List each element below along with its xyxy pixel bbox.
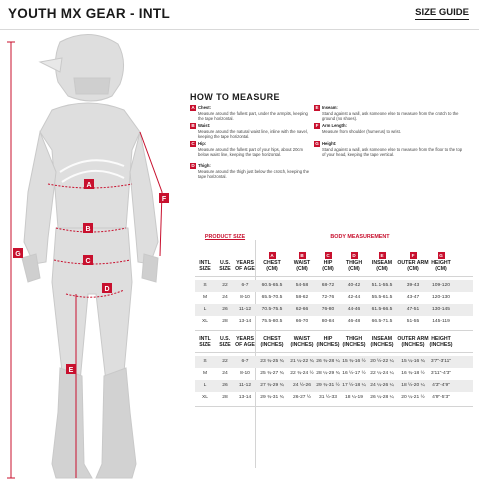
col-unit: (INCHES) [342, 342, 366, 348]
cell: 31 ½-33 [319, 395, 337, 400]
measure-name: Chest: [198, 105, 212, 110]
col-header: INSEAM [371, 335, 393, 342]
cell: M [202, 371, 208, 376]
cell: S [203, 359, 207, 364]
measure-name: Height: [322, 141, 337, 146]
table-row [195, 304, 473, 316]
table-row [195, 292, 473, 304]
col-header: HIP [323, 259, 333, 266]
measure-desc: Stand against a wall, ask someone else to measure from the floor to the top of your head, keeping the tape vertical. [322, 147, 463, 158]
col-unit: (INCHES) [401, 342, 425, 348]
table-row [195, 368, 473, 380]
measure-item-height [314, 141, 464, 158]
measure-item-arm-length [314, 123, 464, 134]
cell: 43-47 [406, 295, 420, 300]
cell: 24 [222, 371, 228, 376]
cell: 44-46 [347, 307, 361, 312]
cell: 58-62 [295, 295, 309, 300]
cell: 66.5-71.5 [371, 319, 393, 324]
cell: 68-72 [321, 283, 335, 288]
cell: 21 ¼-22 ¾ [290, 359, 314, 364]
measure-desc: Measure around the natural waist line, inline with the navel, keeping the tape horizontal. [198, 129, 308, 140]
cell: 6-7 [241, 283, 249, 288]
cell: 120-130 [432, 295, 450, 300]
cell: 29 ¾-31 ¾ [260, 395, 284, 400]
col-header: YEARS OF AGE [235, 259, 255, 272]
cell: 47-51 [406, 307, 420, 312]
cell: S [203, 283, 207, 288]
col-header: WAIST [293, 259, 311, 266]
cell: 15 ¼-16 ¾ [401, 359, 425, 364]
waist-marker-badge: B [191, 123, 195, 128]
how-to-measure-title: HOW TO MEASURE [190, 92, 280, 102]
measure-desc: Measure around the thigh just below the crotch, keeping the tape horizontal. [198, 169, 310, 180]
cm-header-row [195, 250, 473, 274]
cell: 75.5-80.5 [261, 319, 283, 324]
cell: 18 ¼-19 [345, 395, 363, 400]
measure-desc: Measure around the fullest part of your hips, about 20cm below waist line, keeping the tape horizontal. [198, 147, 303, 158]
col-unit: (INCHES) [370, 342, 394, 348]
cell: 60.5-65.5 [261, 283, 283, 288]
svg-text:B: B [85, 226, 91, 233]
measure-item-thigh [190, 163, 310, 180]
cell: 27 ¾-29 ¾ [260, 383, 284, 388]
cell: 13-14 [238, 395, 252, 400]
hip-marker-badge: C [191, 141, 195, 146]
marker-f [159, 193, 169, 203]
cell: L [203, 307, 207, 312]
cell: 8-10 [240, 371, 250, 376]
col-header: U.S. SIZE [219, 335, 231, 348]
col-header: HEIGHT [431, 259, 451, 266]
height-col-marker: G [439, 252, 443, 258]
chest-col-marker: A [270, 252, 274, 258]
measure-desc: Stand against a wall, ask someone else to measure from the crotch to the ground (no shoes). [322, 111, 459, 122]
measure-name: Inseam: [322, 105, 338, 110]
thigh-col-marker: D [352, 252, 356, 258]
cell: 65.5-70.5 [261, 295, 283, 300]
header-divider [0, 29, 479, 30]
arm-marker-badge: F [315, 123, 319, 128]
cell: 70.5-75.5 [261, 307, 283, 312]
cell: 4'9"-5'3" [432, 395, 450, 400]
cell: 51.1-55.5 [371, 283, 393, 288]
marker-e [66, 364, 76, 374]
cell: 80-84 [321, 319, 335, 324]
col-header: THIGH [345, 259, 363, 266]
table-row [195, 380, 473, 392]
cell: 28 [222, 395, 228, 400]
thigh-marker-badge: D [191, 163, 195, 168]
cell: 17 ½-18 ¼ [342, 383, 366, 388]
col-header: INSEAM [371, 259, 393, 266]
col-unit: (INCHES) [290, 342, 314, 348]
cell: 55.5-61.5 [371, 295, 393, 300]
cell: XL [202, 319, 208, 324]
svg-text:C: C [85, 258, 91, 265]
cell: 16 ½-17 ½ [342, 371, 366, 376]
hip-col-marker: C [326, 252, 330, 258]
measure-name: Hip: [198, 141, 207, 146]
col-header: CHEST [263, 259, 281, 266]
measure-item-waist [190, 123, 310, 140]
cell: 39-43 [406, 283, 420, 288]
col-header: THIGH [345, 335, 363, 342]
cell: 26 ¼-28 ¼ [370, 395, 394, 400]
svg-text:D: D [104, 286, 110, 293]
cell: 46-48 [347, 319, 361, 324]
marker-b [83, 223, 93, 233]
measure-name: Waist: [198, 123, 211, 128]
cell: 22 [222, 359, 228, 364]
col-header: OUTER ARM [397, 259, 429, 266]
svg-text:A: A [86, 182, 92, 189]
col-header: INTL SIZE [199, 335, 211, 348]
cell: 22 ¼-24 ¼ [370, 371, 394, 376]
cell: 109-120 [432, 283, 450, 288]
marker-g [13, 248, 23, 258]
height-marker-badge: G [315, 141, 319, 146]
col-unit: (CM) [266, 266, 278, 272]
size-guide-link[interactable]: SIZE GUIDE [415, 7, 469, 18]
table-row [195, 392, 473, 404]
product-size-group-header: PRODUCT SIZE [204, 234, 246, 240]
cell: 18 ½-20 ¼ [401, 383, 425, 388]
col-header: OUTER ARM [397, 335, 429, 342]
cell: 22 [222, 283, 228, 288]
marker-d [102, 283, 112, 293]
inseam-col-marker: E [380, 252, 384, 258]
chest-marker-badge: A [191, 105, 195, 110]
col-header: HEIGHT [431, 335, 451, 342]
cell: 6-7 [241, 359, 249, 364]
cell: 62-66 [295, 307, 309, 312]
svg-text:E: E [68, 367, 74, 374]
cell: 15 ¾-16 ½ [342, 359, 366, 364]
cell: 40-42 [347, 283, 361, 288]
col-unit: (CM) [296, 266, 308, 272]
cell: 54-58 [295, 283, 309, 288]
cell: 29 ¾-31 ½ [316, 383, 340, 388]
cell: 22 ¾-24 ½ [290, 371, 314, 376]
cell: 26 ¾-28 ¼ [316, 359, 340, 364]
measure-item-inseam [314, 105, 464, 122]
col-header: U.S. SIZE [219, 259, 231, 272]
cell: 26-27 ½ [293, 395, 311, 400]
table-bottom-rule [195, 406, 473, 407]
cell: 130-145 [432, 307, 450, 312]
cell: 145-119 [432, 319, 450, 324]
cell: M [202, 295, 208, 300]
col-header: CHEST [263, 335, 281, 342]
page-title: YOUTH MX GEAR - INTL [8, 6, 170, 21]
col-unit: (INCHES) [316, 342, 340, 348]
section-rule [195, 330, 473, 331]
col-unit: (CM) [348, 266, 360, 272]
cell: 4'3"-4'9" [432, 383, 450, 388]
cell: 61.5-66.5 [371, 307, 393, 312]
inseam-marker-badge: E [315, 105, 319, 110]
header-rule [195, 352, 473, 353]
cell: L [203, 383, 207, 388]
cell: 3'7"-3'11" [430, 359, 452, 364]
body-measurement-group-header: BODY MEASUREMENT [330, 234, 390, 240]
cell: 42-44 [347, 295, 361, 300]
svg-text:F: F [161, 196, 167, 203]
measure-desc: Measure from shoulder (humerus) to wrist. [322, 129, 401, 134]
rider-figure [0, 32, 190, 488]
cell: 66-70 [295, 319, 309, 324]
col-header: INTL SIZE [199, 259, 211, 272]
cell: 11-12 [238, 383, 252, 388]
table-row [195, 316, 473, 328]
cell: 76-80 [321, 307, 335, 312]
measure-item-chest [190, 105, 310, 122]
cell: 24 ½-26 [293, 383, 311, 388]
measure-name: Arm Length: [322, 123, 347, 128]
marker-c [83, 255, 93, 265]
cell: 24 [222, 295, 228, 300]
table-row [195, 356, 473, 368]
cell: 72-76 [321, 295, 335, 300]
cell: 13-14 [238, 319, 252, 324]
cell: 11-12 [238, 307, 252, 312]
marker-a [84, 179, 94, 189]
col-unit: (CM) [435, 266, 447, 272]
measure-item-hip [190, 141, 310, 158]
col-unit: (CM) [407, 266, 419, 272]
header-rule [195, 276, 473, 277]
cell: 26 [222, 383, 228, 388]
svg-text:G: G [15, 251, 21, 258]
col-unit: (INCHES) [260, 342, 284, 348]
cell: 23 ¾-25 ¾ [260, 359, 284, 364]
cell: 51-55 [406, 319, 420, 324]
cell: 28 [222, 319, 228, 324]
measure-name: Thigh: [198, 163, 211, 168]
col-unit: (CM) [376, 266, 388, 272]
cell: 28 ¼-29 ¾ [316, 371, 340, 376]
cell: 3'11"-4'3" [430, 371, 452, 376]
cell: 24 ¼-26 ¼ [370, 383, 394, 388]
column-divider [255, 240, 256, 468]
cell: 25 ¾-27 ¾ [260, 371, 284, 376]
col-unit: (INCHES) [429, 342, 453, 348]
cell: 26 [222, 307, 228, 312]
cell: 20 ½-22 ¼ [370, 359, 394, 364]
cell: 20 ¼-21 ½ [401, 395, 425, 400]
col-unit: (CM) [322, 266, 334, 272]
measure-desc: Measure around the fullest part, under the armpits, keeping the tape horizontal. [198, 111, 308, 122]
col-header: HIP [323, 335, 333, 342]
waist-col-marker: B [300, 252, 304, 258]
col-header: WAIST [293, 335, 311, 342]
arm-col-marker: F [410, 252, 417, 259]
cell: 16 ¾-18 ½ [401, 371, 425, 376]
inches-header-row [195, 335, 473, 349]
cell: 8-10 [240, 295, 250, 300]
table-row [195, 280, 473, 292]
cell: XL [202, 395, 208, 400]
col-header: YEARS OF AGE [235, 335, 255, 348]
